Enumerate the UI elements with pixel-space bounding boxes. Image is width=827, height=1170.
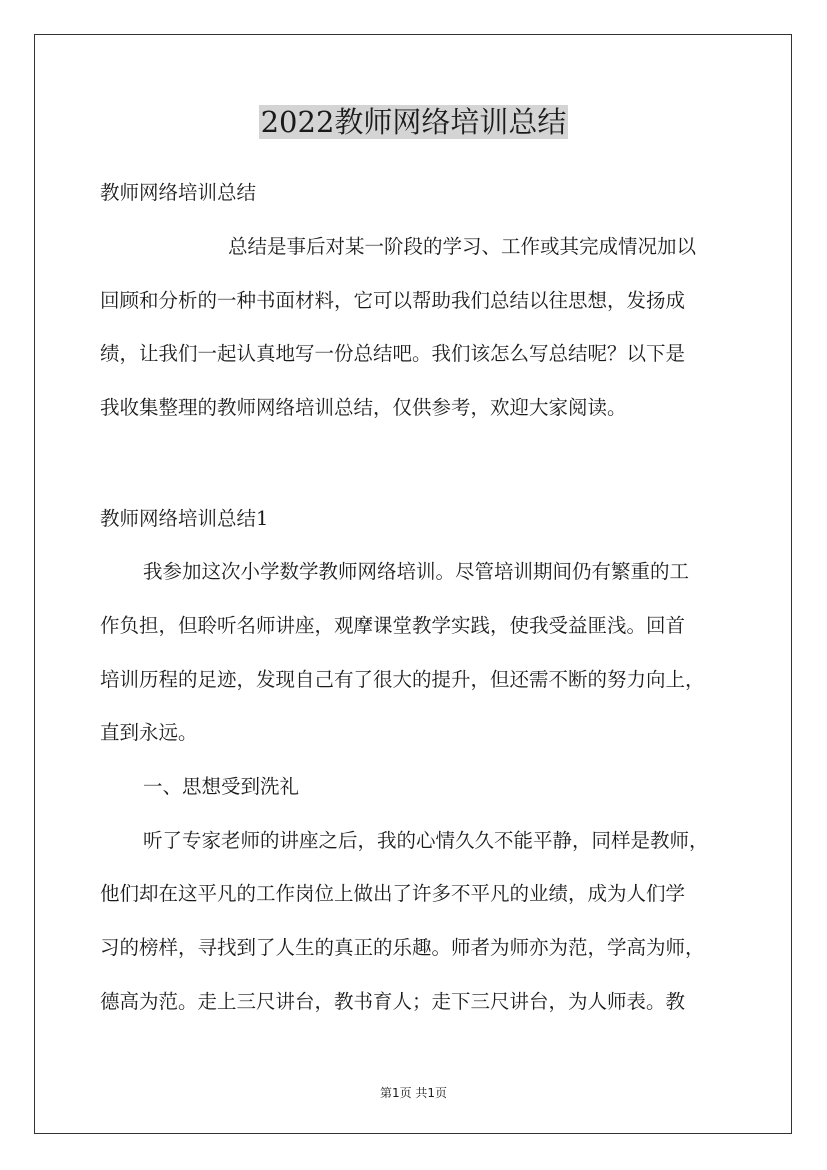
paragraph-line: 听了专家老师的讲座之后，我的心情久久不能平静，同样是教师， (143, 829, 709, 852)
paragraph-line: 培训历程的足迹，发现自己有了很大的提升，但还需不断的努力向上， (100, 668, 705, 691)
subsection-heading: 一、思想受到洗礼 (143, 775, 300, 798)
paragraph-line: 回顾和分析的一种书面材料，它可以帮助我们总结以往思想，发扬成 (100, 289, 686, 312)
section-heading: 教师网络培训总结1 (100, 507, 269, 530)
paragraph-line: 直到永远。 (100, 721, 198, 744)
title-text: 2022教师网络培训总结 (260, 105, 567, 139)
paragraph-line: 总结是事后对某一阶段的学习、工作或其完成情况加以 (228, 235, 697, 258)
paragraph-line: 德高为范。走上三尺讲台，教书育人；走下三尺讲台，为人师表。教 (100, 990, 686, 1013)
page-footer: 第1页 共1页 (379, 1086, 448, 1100)
subtitle-line: 教师网络培训总结 (100, 181, 257, 204)
paragraph-line: 作负担，但聆听名师讲座，观摩课堂教学实践，使我受益匪浅。回首 (100, 614, 686, 637)
paragraph-line: 他们却在这平凡的工作岗位上做出了许多不平凡的业绩，成为人们学 (100, 882, 686, 905)
paragraph-line: 我参加这次小学数学教师网络培训。尽管培训期间仍有繁重的工 (143, 560, 690, 583)
paragraph-line: 绩，让我们一起认真地写一份总结吧。我们该怎么写总结呢？以下是 (100, 342, 686, 365)
document-title (0, 100, 827, 144)
paragraph-line: 我收集整理的教师网络培训总结，仅供参考，欢迎大家阅读。 (100, 396, 627, 419)
paragraph-line: 习的榜样，寻找到了人生的真正的乐趣。师者为师亦为范，学高为师， (100, 936, 705, 959)
